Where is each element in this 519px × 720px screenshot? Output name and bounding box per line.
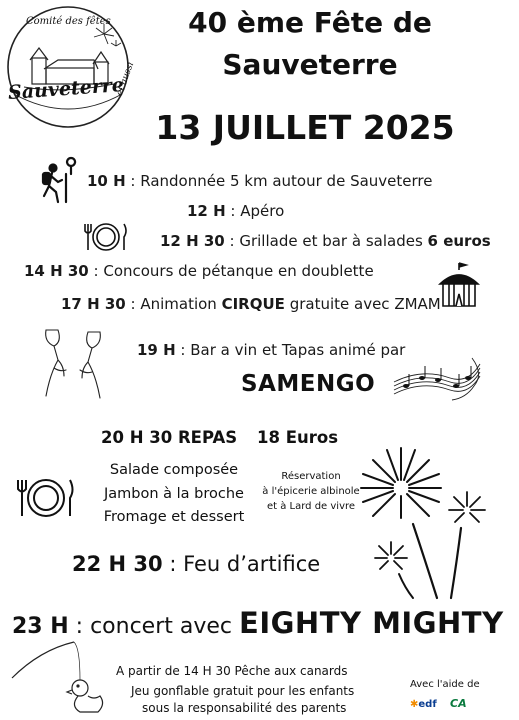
menu-item: Fromage et dessert	[103, 509, 245, 525]
schedule-price: 6 euros	[427, 232, 491, 250]
repas-price: 18 Euros	[257, 428, 339, 447]
hiker-icon	[36, 162, 80, 206]
footer-peche: A partir de 14 H 30 Pêche aux canards	[116, 664, 348, 678]
schedule-time: 19 H	[137, 341, 176, 359]
band-eighty-mighty: EIGHTY MIGHTY	[239, 606, 504, 640]
schedule-text: : Bar a vin et Tapas animé par	[175, 341, 406, 359]
fishing-rod-icon	[10, 640, 90, 680]
concert-text: : concert avec	[68, 614, 240, 639]
schedule-text-end: gratuite avec ZMAM	[284, 295, 441, 313]
event-title-line1: 40 ème Fête de	[188, 6, 432, 39]
plate-cutlery-icon	[16, 476, 76, 520]
fireworks-time: 22 H 30	[72, 552, 163, 576]
reservation-line: à l'épicerie albinole	[262, 486, 360, 497]
footer-jeu: Jeu gonflable gratuit pour les enfants	[131, 684, 355, 698]
repas-heading: 20 H 30 REPAS	[101, 428, 238, 447]
footer-responsabilite: sous la responsabilité des parents	[142, 701, 347, 715]
logo-main-text: Sauveterre	[7, 73, 125, 105]
schedule-highlight: CIRQUE	[221, 295, 285, 313]
schedule-item-apero	[187, 202, 284, 220]
plate-cutlery-icon	[83, 221, 129, 253]
schedule-text: : Grillade et bar à salades	[224, 232, 428, 250]
duck-icon	[66, 676, 106, 716]
fireworks-line	[72, 552, 320, 576]
schedule-time: 17 H 30	[61, 295, 126, 313]
music-notes-icon	[392, 354, 482, 404]
logo-top-text: Comité des fêtes	[26, 16, 111, 27]
reservation-line: et à Lard de vivre	[266, 501, 356, 512]
schedule-item-bar-vin	[137, 341, 405, 359]
schedule-time: 14 H 30	[24, 262, 89, 280]
schedule-text: : Concours de pétanque en doublette	[88, 262, 374, 280]
reservation-line: Réservation	[281, 471, 341, 482]
schedule-text: : Apéro	[225, 202, 285, 220]
schedule-time: 12 H	[187, 202, 226, 220]
event-date: 13 JUILLET 2025	[155, 108, 455, 147]
schedule-text: : Randonnée 5 km autour de Sauveterre	[125, 172, 433, 190]
band-samengo: SAMENGO	[241, 371, 376, 397]
schedule-time: 10 H	[87, 172, 126, 190]
menu-item: Salade composée	[109, 462, 239, 478]
menu-item: Jambon à la broche	[104, 486, 244, 502]
logo-suffix-text: et aussi	[114, 60, 137, 98]
schedule-item-cirque	[61, 295, 441, 313]
schedule-item-grillade	[160, 232, 491, 250]
concert-time: 23 H	[12, 614, 69, 639]
sponsor-label: Avec l'aide de	[410, 679, 480, 690]
schedule-time: 12 H 30	[160, 232, 225, 250]
schedule-text: : Animation	[125, 295, 222, 313]
circus-tent-icon	[437, 262, 481, 308]
event-title-line2: Sauveterre	[222, 48, 398, 81]
comite-logo	[4, 4, 137, 130]
sponsor-edf-text: edf	[418, 699, 437, 710]
sponsor-edf-logo: ✱edf	[410, 699, 437, 710]
schedule-item-randonnee	[87, 172, 432, 190]
concert-line	[12, 606, 504, 640]
fireworks-icon	[353, 440, 493, 600]
sponsor-ca-logo: CA	[450, 697, 467, 710]
schedule-item-petanque	[24, 262, 374, 280]
fireworks-text: : Feu d’artifice	[162, 552, 321, 576]
wine-glasses-icon	[40, 326, 106, 404]
